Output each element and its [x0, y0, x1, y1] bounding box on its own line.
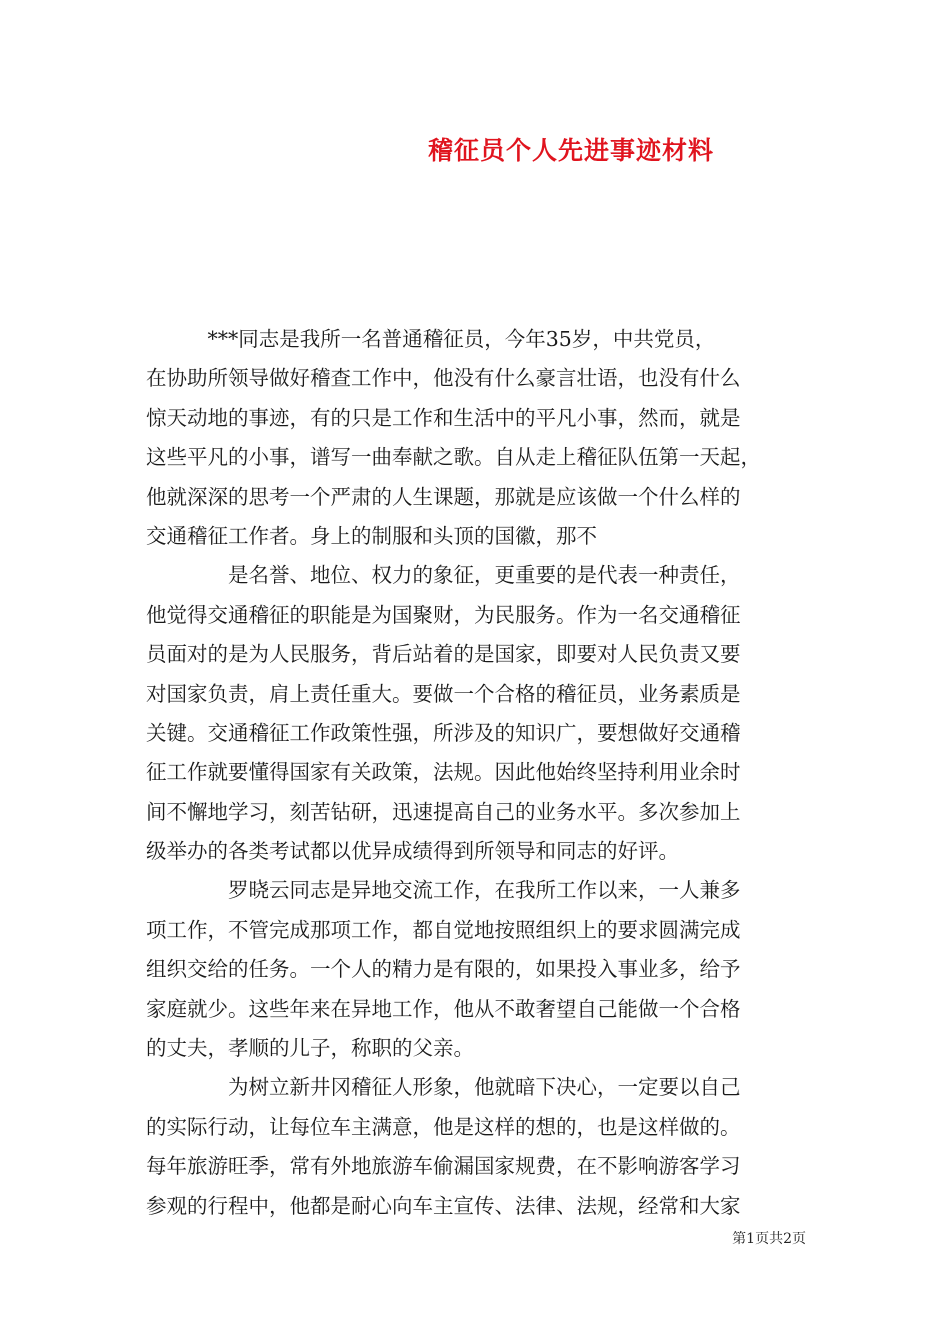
text-line: 罗晓云同志是异地交流工作，在我所工作以来，一人兼多 [146, 878, 741, 903]
paragraph-2 [146, 556, 826, 871]
text-line: 关键。交通稽征工作政策性强，所涉及的知识广，要想做好交通稽 [146, 720, 741, 745]
document-body [146, 320, 826, 1226]
text-line: 惊天动地的事迹，有的只是工作和生活中的平凡小事，然而，就是 [146, 405, 741, 430]
text-line: 家庭就少。这些年来在异地工作，他从不敢奢望自己能做一个合格 [146, 996, 741, 1021]
text-line: 在协助所领导做好稽查工作中，他没有什么豪言壮语，也没有什么 [146, 366, 741, 391]
text-line: 每年旅游旺季，常有外地旅游车偷漏国家规费，在不影响游客学习 [146, 1154, 741, 1179]
text-line: ***同志是我所一名普通稽征员，今年35岁，中共党员， [146, 327, 716, 351]
paragraph-3 [146, 871, 826, 1068]
text-line: 为树立新井冈稽征人形象，他就暗下决心，一定要以自己 [146, 1075, 741, 1100]
text-line: 员面对的是为人民服务，背后站着的是国家，即要对人民负责又要 [146, 642, 741, 667]
page-title: 稽征员个人先进事迹材料 [427, 136, 714, 165]
paragraph-4 [146, 1068, 826, 1226]
text-line: 参观的行程中，他都是耐心向车主宣传、法律、法规，经常和大家 [146, 1193, 741, 1218]
text-line: 的丈夫，孝顺的儿子，称职的父亲。 [146, 1036, 474, 1061]
text-line: 这些平凡的小事，谱写一曲奉献之歌。自从走上稽征队伍第一天起， [146, 445, 761, 470]
text-line: 征工作就要懂得国家有关政策，法规。因此他始终坚持利用业余时 [146, 760, 741, 785]
text-line: 交通稽征工作者。身上的制服和头顶的国徽，那不 [146, 523, 597, 548]
text-line: 他觉得交通稽征的职能是为国聚财，为民服务。作为一名交通稽征 [146, 602, 741, 627]
text-line: 组织交给的任务。一个人的精力是有限的，如果投入事业多，给予 [146, 957, 741, 982]
text-line: 项工作，不管完成那项工作，都自觉地按照组织上的要求圆满完成 [146, 917, 741, 942]
text-line: 间不懈地学习，刻苦钻研，迅速提高自己的业务水平。多次参加上 [146, 799, 741, 824]
text-line: 对国家负责，肩上责任重大。要做一个合格的稽征员，业务素质是 [146, 681, 741, 706]
text-line: 他就深深的思考一个严肃的人生课题，那就是应该做一个什么样的 [146, 484, 741, 509]
paragraph-1 [146, 320, 826, 556]
text-line: 的实际行动，让每位车主满意，他是这样的想的，也是这样做的。 [146, 1114, 741, 1139]
page-number: 第1页共2页 [732, 1231, 806, 1247]
text-line: 级举办的各类考试都以优异成绩得到所领导和同志的好评。 [146, 839, 679, 864]
text-line: 是名誉、地位、权力的象征，更重要的是代表一种责任， [146, 563, 741, 588]
